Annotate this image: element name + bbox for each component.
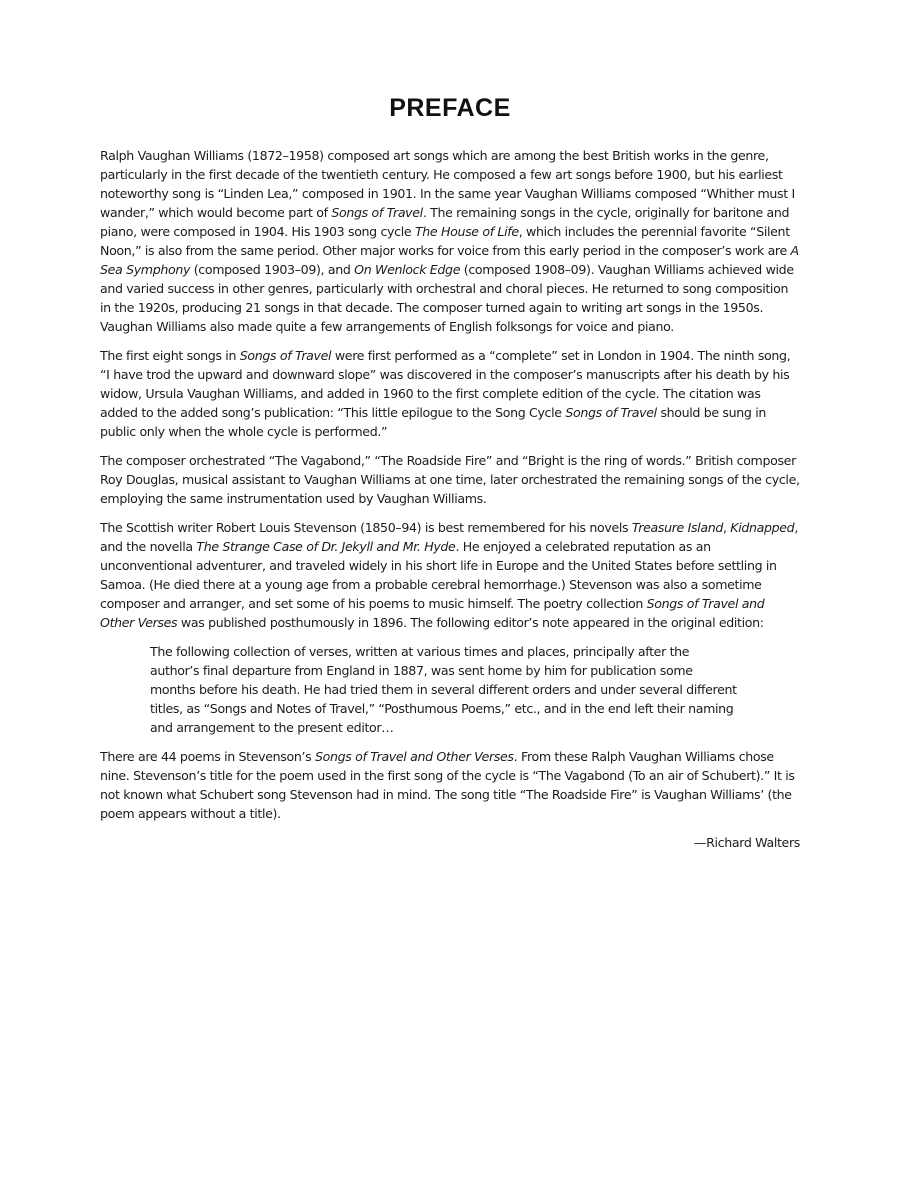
italic-title-run: Songs of Travel	[565, 405, 657, 420]
text-run: The composer orchestrated “The Vagabond,” “The Roadside Fire” and “Bright is the ring of words.” British composer Roy Douglas, musical assistant to Vaughan Williams at one time, later orchestrated the remaining songs of the cycle, employing the same instrumentation used by Vaughan Williams.	[100, 453, 800, 506]
editor-note-quote	[150, 642, 740, 737]
italic-title-run: The House of Life	[414, 224, 519, 239]
text-run: There are 44 poems in Stevenson’s	[100, 749, 316, 764]
text-run: (composed 1903–09), and	[190, 262, 355, 277]
italic-title-run: Songs of Travel and Other Verses	[100, 596, 765, 630]
text-run: Ralph Vaughan Williams (1872–1958) composed art songs which are among the best British works in the genre, particularly in the first decade of the twentieth century. He composed a few art songs before 1900, but his earliest noteworthy song is “Linden Lea,” composed in 1901. In the same year Vaughan Williams composed “Whither must I wander,” which would become part of	[100, 148, 795, 220]
text-run: . The remaining songs in the cycle, originally for baritone and piano, were composed in 1904. His 1903 song cycle	[100, 205, 790, 239]
italic-title-run: Songs of Travel and Other Verses	[315, 749, 514, 764]
text-run: The first eight songs in	[100, 348, 240, 363]
text-run: , which includes the perennial favorite “Silent Noon,” is also from the same period. Other major works for voice from this early period in the composer’s work are	[100, 224, 791, 258]
text-run: ,	[722, 520, 731, 535]
text-run: The following collection of verses, written at various times and places, principally after the author’s final departure from England in 1887, was sent home by him for publication some months before his death. He had tried them in several different orders and under several different titles, as “Songs and Notes of Travel,” “Posthumous Poems,” etc., and in the end left their naming and arrangement to the present editor…	[150, 644, 737, 735]
preface-body	[100, 146, 800, 852]
italic-title-run: On Wenlock Edge	[354, 262, 461, 277]
text-run: (composed 1908–09). Vaughan Williams achieved wide and varied success in other genres, particularly with orchestral and choral pieces. He returned to song composition in the 1920s, producing 21 songs in that decade. The composer turned again to writing art songs in the 1950s. Vaughan Williams also made quite a few arrangements of English folksongs for voice and piano.	[100, 262, 794, 334]
paragraph-first-performance	[100, 346, 800, 441]
author-signature: —Richard Walters	[693, 835, 800, 850]
italic-title-run: The Strange Case of Dr. Jekyll and Mr. Hyde	[196, 539, 456, 554]
page-title: PREFACE	[389, 94, 511, 122]
text-run: , and the novella	[100, 520, 798, 554]
paragraph-poem-selection	[100, 747, 800, 823]
italic-title-run: Songs of Travel	[239, 348, 332, 363]
paragraph-stevenson	[100, 518, 800, 632]
italic-title-run: A Sea Symphony	[100, 243, 799, 277]
italic-title-run: Songs of Travel	[331, 205, 423, 220]
text-run: . He enjoyed a celebrated reputation as an unconventional adventurer, and traveled widely in his short life in Europe and the United States before settling in Samoa. (He died there at a young age from a probable cerebral hemorrhage.) Stevenson was also a sometime composer and arranger, and set some of his poems to music himself. The poetry collection	[100, 539, 777, 611]
text-run: The Scottish writer Robert Louis Stevenson (1850–94) is best remembered for his novels	[100, 520, 632, 535]
text-run: was published posthumously in 1896. The following editor’s note appeared in the original edition:	[177, 615, 764, 630]
paragraph-composer-biography	[100, 146, 800, 336]
paragraph-orchestration	[100, 451, 800, 508]
text-run: were first performed as a “complete” set in London in 1904. The ninth song, “I have trod the upward and downward slope” was discovered in the composer’s manuscripts after his death by his widow, Ursula Vaughan Williams, and added in 1960 to the first complete edition of the cycle. The citation was added to the added song’s publication: “This little epilogue to the Song Cycle	[100, 348, 791, 420]
italic-title-run: Kidnapped	[730, 520, 795, 535]
text-run: . From these Ralph Vaughan Williams chose nine. Stevenson’s title for the poem used in the first song of the cycle is “The Vagabond (To an air of Schubert).” It is not known what Schubert song Stevenson had in mind. The song title “The Roadside Fire” is Vaughan Williams’ (the poem appears without a title).	[100, 749, 795, 821]
text-run: should be sung in public only when the whole cycle is performed.”	[100, 405, 766, 439]
italic-title-run: Treasure Island	[631, 520, 723, 535]
